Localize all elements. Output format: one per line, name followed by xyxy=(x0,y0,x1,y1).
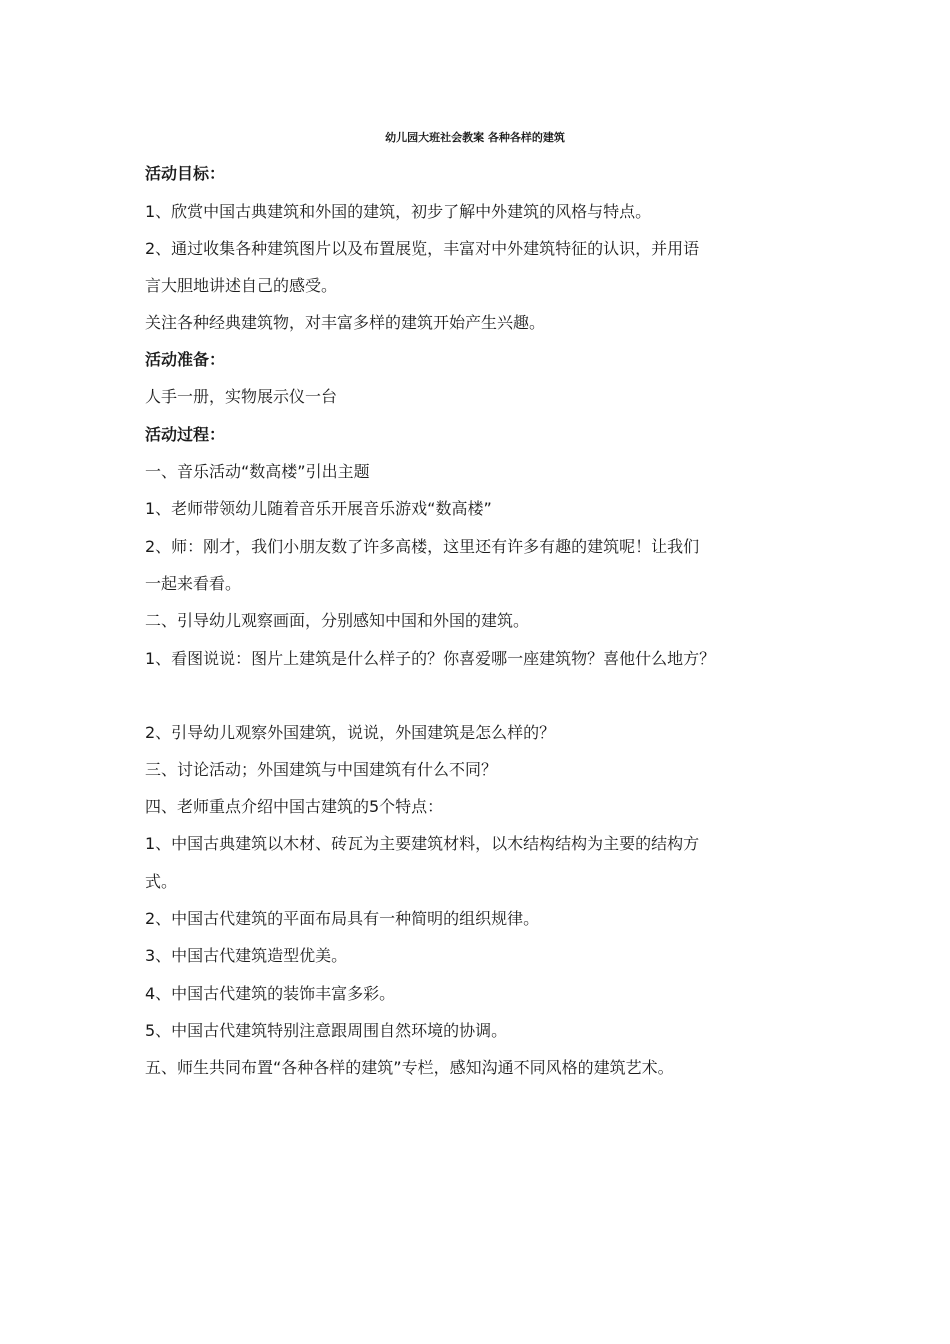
paragraph-line: 2、中国古代建筑的平面布局具有一种简明的组织规律。 xyxy=(145,909,540,928)
paragraph-line: 1、看图说说：图片上建筑是什么样子的？你喜爱哪一座建筑物？喜他什么地方？ xyxy=(145,649,716,668)
section-heading-process: 活动过程： xyxy=(145,425,226,444)
paragraph-line: 2、通过收集各种建筑图片以及布置展览，丰富对中外建筑特征的认识，并用语 xyxy=(145,239,700,258)
paragraph-line: 1、老师带领幼儿随着音乐开展音乐游戏“数高楼” xyxy=(145,499,492,518)
paragraph-line: 4、中国古代建筑的装饰丰富多彩。 xyxy=(145,984,396,1003)
section-heading-preparation: 活动准备： xyxy=(145,350,226,369)
paragraph-line: 3、中国古代建筑造型优美。 xyxy=(145,946,348,965)
paragraph-line: 5、中国古代建筑特别注意跟周围自然环境的协调。 xyxy=(145,1021,508,1040)
paragraph-line: 1、中国古典建筑以木材、砖瓦为主要建筑材料，以木结构结构为主要的结构方 xyxy=(145,834,700,853)
paragraph-line: 三、讨论活动；外国建筑与中国建筑有什么不同？ xyxy=(145,760,498,779)
paragraph-line: 一起来看看。 xyxy=(145,574,242,593)
paragraph-line: 人手一册，实物展示仪一台 xyxy=(145,387,338,406)
paragraph-line: 二、引导幼儿观察画面，分别感知中国和外国的建筑。 xyxy=(145,611,530,630)
section-heading-goals: 活动目标： xyxy=(145,164,226,183)
paragraph-line: 四、老师重点介绍中国古建筑的5个特点： xyxy=(145,797,444,816)
paragraph-line: 式。 xyxy=(145,872,178,891)
paragraph-line: 五、师生共同布置“各种各样的建筑”专栏，感知沟通不同风格的建筑艺术。 xyxy=(145,1058,674,1077)
paragraph-line: 关注各种经典建筑物，对丰富多样的建筑开始产生兴趣。 xyxy=(145,313,546,332)
paragraph-line: 言大胆地讲述自己的感受。 xyxy=(145,276,338,295)
paragraph-line: 1、欣赏中国古典建筑和外国的建筑，初步了解中外建筑的风格与特点。 xyxy=(145,202,652,221)
paragraph-line: 2、师：刚才，我们小朋友数了许多高楼，这里还有许多有趣的建筑呢！让我们 xyxy=(145,537,700,556)
paragraph-line: 2、引导幼儿观察外国建筑，说说，外国建筑是怎么样的？ xyxy=(145,723,556,742)
paragraph-line: 一、音乐活动“数高楼”引出主题 xyxy=(145,462,370,481)
document-title: 幼儿园大班社会教案 各种各样的建筑 xyxy=(385,131,565,144)
